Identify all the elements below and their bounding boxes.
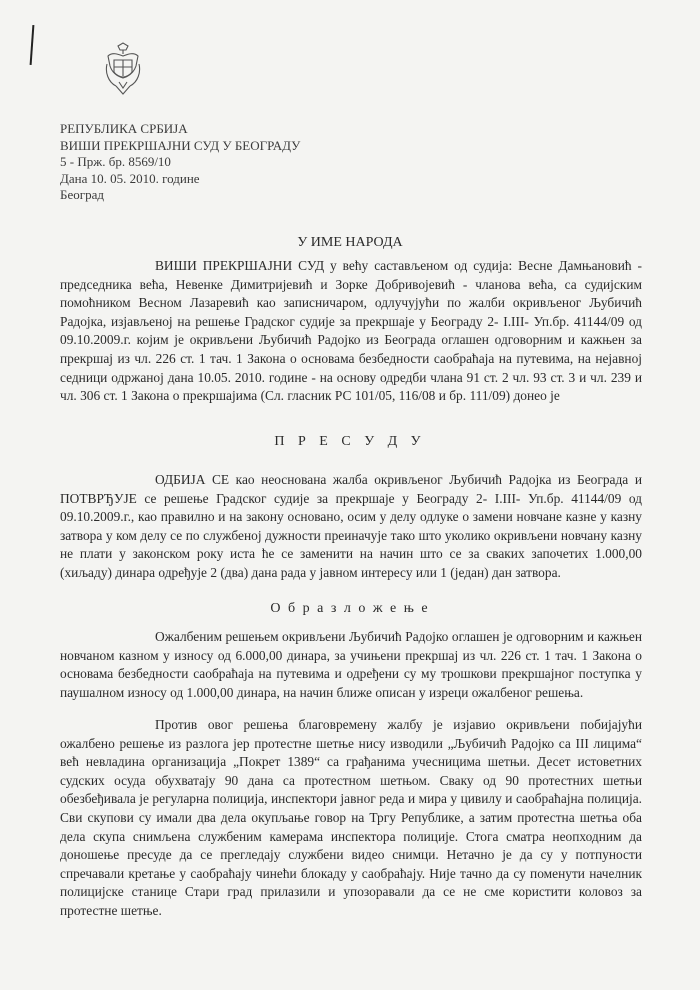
- reasoning-heading: О б р а з л о ж е њ е: [270, 601, 430, 616]
- verdict-paragraph: ОДБИЈА СЕ као неоснована жалба окривљеног Љубичић Радојка из Београда и ПОТВРЂУЈЕ се решење Градског судије за прекршаје у Београду 2- I.III- Уп.бр. 41144/09 од 09.10.2009.г., као правилно и на закону основано, осим у делу одлуке о замени новчане казне у казну затвора у ком делу се по службеној дужности преиначује тако што уколико окривљени новчану казну не плати у законском року иста ће се заменити на начин што се за сваких започетих 1.000,00 (хиљаду) динара одређује 2 (два) дана рада у јавном интересу или 1 (један) дан затвора.: [60, 472, 642, 580]
- intro-paragraph: ВИШИ ПРЕКРШАЈНИ СУД у већу састављеном од судија: Весне Дамњановић - председника већа, Невенке Димитријевић и Зорке Добривојевић - чланова већа, са судијским помоћником Весном Лазаревић као записничаром, одлучујући по жалби окривљеног Љубичић Радојка, изјављеној на решење Градског судије за прекршаје у Београду 2- I.III- Уп.бр. 41144/09 од 09.10.2009.г. којим је окривљени Љубичић Радојко из Београда оглашен одговорним и кажњен за прекршај из чл. 226 ст. 1 тач. 1 Закона о основама безбедности саобраћаја на путевима, на нејавној седници одржаној дана 10.05. 2010. године - на основу одредби члана 91 ст. 2 чл. 93 ст. 3 и чл. 239 и чл. 306 ст. 1 Закона о прекршајима (Сл. гласник РС 101/05, 116/08 и бр. 111/09) донео је: [60, 258, 642, 404]
- verdict-heading: П Р Е С У Д У: [274, 434, 426, 449]
- city: Београд: [60, 187, 104, 202]
- court-header: [60, 121, 420, 204]
- country-name: РЕПУБЛИКА СРБИЈА: [60, 121, 188, 136]
- reasoning-paragraph-1: Ожалбеним решењем окривљени Љубичић Радојко оглашен је одговорним и кажњен новчаном казном у износу од 6.000,00 динара, за учињени прекршај из чл. 226 ст. 1 тач. 1 Закона о основама безбедности саобраћаја на путевима и одређени су му трошкови прекршајног поступка у паушалном износу од 1.000,00 динара, на начин ближе описан у изреци ожалбеног решења.: [60, 629, 642, 700]
- decision-date: Дана 10. 05. 2010. године: [60, 170, 200, 186]
- court-name: ВИШИ ПРЕКРШАЈНИ СУД У БЕОГРАДУ: [60, 137, 301, 153]
- handwritten-margin-mark: [30, 25, 35, 65]
- serbian-coat-of-arms-icon: [104, 42, 142, 98]
- reasoning-paragraph-2: Против овог решења благовремену жалбу је изјавио окривљени побијајући ожалбено решење из разлога јер протестне шетње нису изводили „Љубичић Радојко са III лицима“ већ невладина организација „Покрет 1389“ са грађанима учесницима шетњи. Десет истоветних судских осуда обухватају 90 дана са протестном шетњом. Сваку од 90 протестних шетњи обезбеђивала је регуларна полиција, инспектори јавног реда и мира у цивилу и саобраћајна полиција. Сви скупови су имали два дела окупљање говор на Тргу Републике, а затим протестна шетња оба дела скупа снимљена службеним камерама инспектора полиције. Стога сматра неопходним да доношење пресуде да се прегледају службени видео снимци. Нетачно је да су у потпуности спречавали кретање у саобраћају чинећи блокаду у саобраћају. Није тачно да су поменути начелник полицијске станице Стари град прилазили и упозоравали да се не сме користити коловоз за протестне шетње.: [60, 717, 642, 918]
- case-number: 5 - Прж. бр. 8569/10: [60, 154, 171, 169]
- title-in-name-of-people: У ИМЕ НАРОДА: [297, 235, 403, 250]
